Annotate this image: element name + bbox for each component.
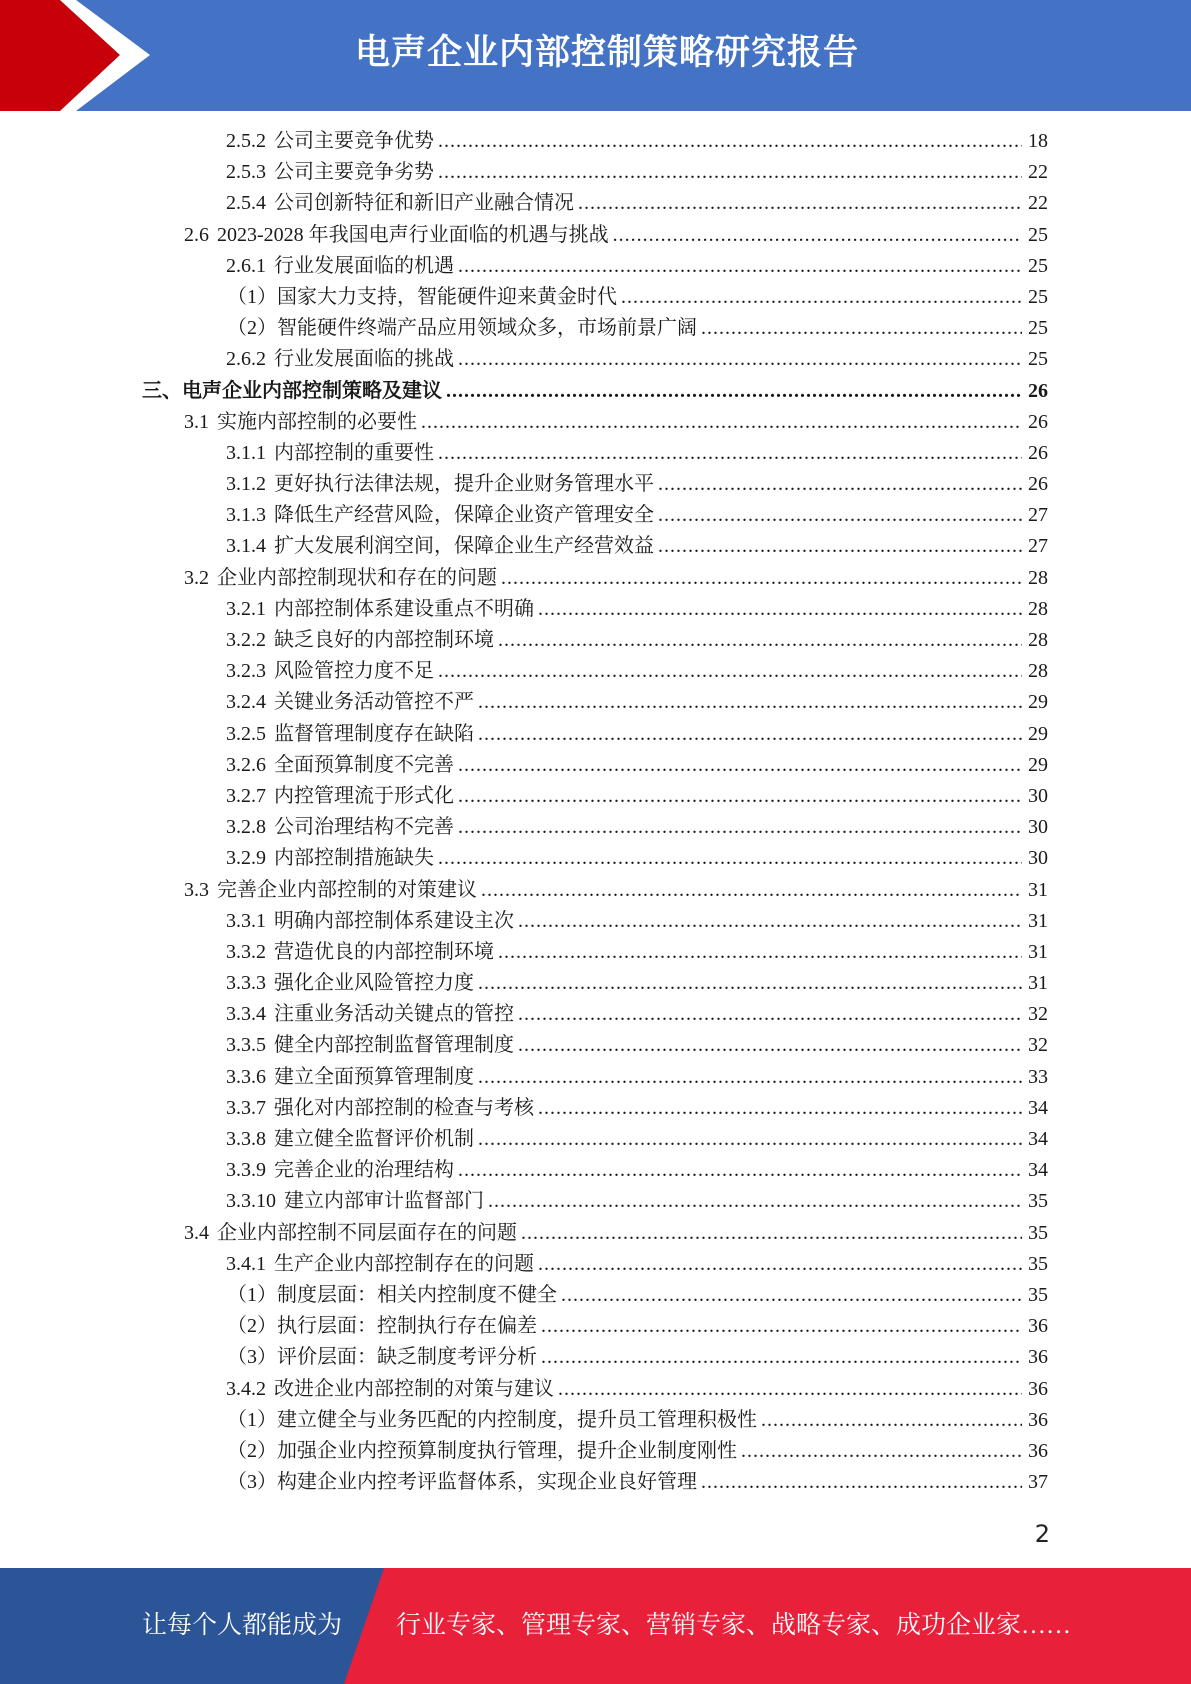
toc-entry[interactable] (0, 500, 1191, 531)
toc-entry-text (184, 875, 477, 906)
toc-entry[interactable] (0, 1436, 1191, 1467)
toc-entry-text (184, 407, 417, 438)
toc-entry[interactable] (0, 1280, 1191, 1311)
toc-entry-text (226, 469, 654, 500)
toc-entry-text (226, 1124, 474, 1155)
toc-entry-page: 31 (1028, 878, 1048, 901)
toc-entry-text (226, 937, 494, 968)
toc-entry-number: 3.3.4 (226, 1003, 266, 1026)
toc-entry-page: 22 (1028, 161, 1048, 184)
toc-entry-text (226, 531, 654, 562)
toc-entry-page: 26 (1028, 379, 1048, 402)
toc-entry-number: 3.1.3 (226, 504, 266, 527)
toc-entry-number: 2.6.1 (226, 254, 266, 277)
toc-entry-text (226, 625, 494, 656)
toc-entry-title: 企业内部控制不同层面存在的问题 (217, 1221, 517, 1244)
toc-entry-text (226, 906, 514, 937)
toc-entry-page: 35 (1028, 1252, 1048, 1275)
toc-leader-dots (518, 906, 1022, 937)
report-title: 电声企业内部控制策略研究报告 (355, 33, 860, 73)
toc-entry[interactable] (0, 1467, 1191, 1498)
footer-slogan-right: 行业专家、管理专家、营销专家、战略专家、成功企业家…… (396, 1612, 1072, 1639)
toc-entry-title: 制度层面：相关内控制度不健全 (277, 1283, 557, 1306)
toc-entry[interactable] (0, 875, 1191, 906)
report-header (0, 0, 1191, 111)
toc-entry-title: 构建企业内控考评监督体系，实现企业良好管理 (277, 1471, 697, 1494)
toc-entry-text (226, 656, 434, 687)
toc-leader-dots (621, 282, 1022, 313)
toc-entry-number: 3.4 (184, 1221, 209, 1244)
toc-entry-title: 电声企业内部控制策略及建议 (182, 379, 442, 402)
toc-leader-dots (478, 719, 1022, 750)
toc-leader-dots (741, 1436, 1022, 1467)
toc-entry-title: 全面预算制度不完善 (274, 753, 454, 776)
toc-entry-title: 风险管控力度不足 (274, 660, 434, 683)
toc-entry-number: 3.3.7 (226, 1096, 266, 1119)
toc-leader-dots (478, 1062, 1022, 1093)
toc-entry-text (142, 376, 442, 407)
toc-entry-page: 34 (1028, 1096, 1048, 1119)
toc-leader-dots (438, 126, 1022, 157)
toc-entry[interactable] (0, 220, 1191, 251)
toc-leader-dots (561, 1280, 1022, 1311)
toc-leader-dots (538, 1249, 1022, 1280)
toc-entry-number: （3） (227, 1346, 277, 1369)
toc-entry-title: 建立健全与业务匹配的内控制度，提升员工管理积极性 (277, 1408, 757, 1431)
toc-entry-page: 30 (1028, 847, 1048, 870)
toc-leader-dots (438, 656, 1022, 687)
toc-entry-text (226, 781, 454, 812)
toc-entry-page: 18 (1028, 130, 1048, 152)
toc-entry-title: 明确内部控制体系建设主次 (274, 909, 514, 932)
toc-entry-title: 加强企业内控预算制度执行管理，提升企业制度刚性 (277, 1439, 737, 1462)
toc-entry[interactable] (0, 563, 1191, 594)
toc-entry-title: 公司治理结构不完善 (274, 816, 454, 839)
toc-leader-dots (421, 407, 1022, 438)
toc-entry[interactable] (0, 1405, 1191, 1436)
toc-entry-text (226, 126, 434, 157)
toc-entry-number: 3.2.2 (226, 629, 266, 651)
toc-entry-number: 3.3.10 (226, 1190, 276, 1213)
toc-entry-page: 36 (1028, 1315, 1048, 1338)
toc-entry-text (227, 1342, 537, 1373)
toc-entry-title: 更好执行法律法规，提升企业财务管理水平 (274, 473, 654, 496)
toc-entry[interactable] (0, 188, 1191, 219)
toc-leader-dots (613, 220, 1022, 251)
toc-entry-title: 国家大力支持，智能硬件迎来黄金时代 (277, 285, 617, 308)
toc-entry[interactable] (0, 1342, 1191, 1373)
toc-entry-page: 25 (1028, 348, 1048, 371)
toc-entry[interactable] (0, 1249, 1191, 1280)
toc-entry[interactable] (0, 906, 1191, 937)
toc-entry-text (226, 1030, 514, 1061)
toc-entry[interactable] (0, 999, 1191, 1030)
toc-entry-number: （1） (227, 1283, 277, 1306)
toc-entry-page: 29 (1028, 691, 1048, 714)
toc-entry-number: 3.3 (184, 878, 209, 901)
toc-entry[interactable] (0, 1030, 1191, 1061)
toc-leader-dots (578, 188, 1022, 219)
toc-entry-page: 30 (1028, 784, 1048, 807)
toc-entry-page: 25 (1028, 285, 1048, 308)
toc-entry[interactable] (0, 687, 1191, 718)
toc-entry-number: 3.3.2 (226, 940, 266, 963)
toc-entry[interactable] (0, 282, 1191, 313)
toc-entry-page: 31 (1028, 909, 1048, 932)
toc-entry-number: 3.2.8 (226, 816, 266, 839)
toc-leader-dots (558, 1374, 1022, 1405)
toc-entry-number: 3.3.5 (226, 1034, 266, 1057)
toc-entry-number: 2.6.2 (226, 348, 266, 371)
toc-entry-page: 36 (1028, 1346, 1048, 1369)
toc-entry-text (226, 188, 574, 219)
toc-leader-dots (478, 1124, 1022, 1155)
toc-leader-dots (658, 500, 1022, 531)
toc-entry-title: 公司主要竞争劣势 (274, 161, 434, 184)
toc-entry-page: 35 (1028, 1283, 1048, 1306)
toc-leader-dots (438, 157, 1022, 188)
toc-entry-text (227, 1311, 537, 1342)
toc-entry-number: 3.1 (184, 410, 209, 433)
toc-entry-text (226, 251, 454, 282)
toc-entry-title: 建立全面预算管理制度 (274, 1065, 474, 1088)
toc-entry-title: 改进企业内部控制的对策与建议 (274, 1377, 554, 1400)
toc-entry-text (226, 1249, 534, 1280)
toc-leader-dots (501, 563, 1022, 594)
toc-entry-number: 3.3.3 (226, 972, 266, 995)
toc-entry-title: 监督管理制度存在缺陷 (274, 722, 474, 745)
toc-entry[interactable] (0, 157, 1191, 188)
toc-entry-text (184, 220, 609, 251)
toc-entry-page: 26 (1028, 473, 1048, 496)
toc-leader-dots (458, 1155, 1022, 1186)
toc-entry[interactable] (0, 407, 1191, 438)
toc-entry[interactable] (0, 313, 1191, 344)
toc-entry-number: 3.2.6 (226, 753, 266, 776)
toc-entry-page: 25 (1028, 223, 1048, 246)
toc-entry-page: 34 (1028, 1128, 1048, 1150)
toc-entry-page: 33 (1028, 1065, 1048, 1088)
toc-entry-text (226, 999, 514, 1030)
toc-entry-text (226, 1093, 534, 1124)
toc-entry-number: 3.3.9 (226, 1159, 266, 1182)
toc-entry-page: 28 (1028, 566, 1048, 589)
toc-entry-title: 评价层面：缺乏制度考评分析 (277, 1346, 537, 1369)
toc-entry-number: 3.4.1 (226, 1252, 266, 1275)
toc-entry-title: 降低生产经营风险，保障企业资产管理安全 (274, 504, 654, 527)
toc-entry-page: 31 (1028, 940, 1048, 963)
toc-leader-dots (761, 1405, 1022, 1436)
toc-entry-title: 公司主要竞争优势 (274, 130, 434, 152)
toc-entry-number: 3.1.1 (226, 441, 266, 464)
toc-leader-dots (701, 313, 1022, 344)
toc-entry-text (226, 1374, 554, 1405)
report-footer (0, 1568, 1191, 1684)
toc-entry-page: 28 (1028, 597, 1048, 620)
toc-leader-dots (481, 875, 1022, 906)
toc-entry-page: 35 (1028, 1190, 1048, 1213)
toc-entry-number: （1） (227, 1408, 277, 1431)
toc-entry[interactable] (0, 594, 1191, 625)
toc-entry-number: 三、 (142, 379, 182, 402)
toc-leader-dots (458, 251, 1022, 282)
toc-leader-dots (538, 594, 1022, 625)
toc-entry-text (226, 1062, 474, 1093)
toc-entry-number: 3.2.1 (226, 597, 266, 620)
toc-entry-text (226, 968, 474, 999)
toc-entry-page: 36 (1028, 1439, 1048, 1462)
toc-entry-number: 3.2.9 (226, 847, 266, 870)
toc-entry-title: 强化企业风险管控力度 (274, 972, 474, 995)
toc-leader-dots (518, 999, 1022, 1030)
toc-entry[interactable] (0, 750, 1191, 781)
toc-entry[interactable] (0, 781, 1191, 812)
toc-entry-title: 公司创新特征和新旧产业融合情况 (274, 192, 574, 215)
toc-entry-number: 3.3.8 (226, 1128, 266, 1150)
toc-entry[interactable] (0, 1311, 1191, 1342)
toc-entry-number: 3.2 (184, 566, 209, 589)
page-number: 2 (1034, 1520, 1050, 1548)
toc-leader-dots (458, 812, 1022, 843)
toc-entry-number: 3.3.1 (226, 909, 266, 932)
toc-entry-text (226, 687, 474, 718)
toc-entry-title: 行业发展面临的机遇 (274, 254, 454, 277)
toc-entry[interactable] (0, 719, 1191, 750)
toc-entry-text (226, 750, 454, 781)
toc-entry-text (226, 500, 654, 531)
toc-entry-title: 完善企业的治理结构 (274, 1159, 454, 1182)
toc-entry-page: 29 (1028, 753, 1048, 776)
toc-entry-text (184, 1218, 517, 1249)
toc-leader-dots (658, 531, 1022, 562)
toc-leader-dots (438, 438, 1022, 469)
toc-entry[interactable] (0, 469, 1191, 500)
toc-leader-dots (458, 344, 1022, 375)
toc-leader-dots (438, 843, 1022, 874)
toc-entry[interactable] (0, 531, 1191, 562)
toc-entry-page: 25 (1028, 254, 1048, 277)
toc-entry-page: 37 (1028, 1471, 1048, 1494)
toc-entry[interactable] (0, 376, 1191, 407)
toc-entry-text (226, 344, 454, 375)
toc-entry-text (227, 282, 617, 313)
toc-entry-text (226, 1186, 484, 1217)
toc-entry-text (226, 594, 534, 625)
toc-entry-title: 营造优良的内部控制环境 (274, 940, 494, 963)
toc-leader-dots (538, 1093, 1022, 1124)
toc-entry-page: 26 (1028, 410, 1048, 433)
toc-entry-text (227, 1467, 697, 1498)
toc-entry[interactable] (0, 937, 1191, 968)
toc-entry-title: 生产企业内部控制存在的问题 (274, 1252, 534, 1275)
toc-entry-page: 25 (1028, 317, 1048, 340)
toc-entry-text (227, 1405, 757, 1436)
toc-leader-dots (541, 1342, 1022, 1373)
toc-leader-dots (498, 625, 1022, 656)
toc-entry-number: 2.5.2 (226, 130, 266, 152)
toc-entry-text (226, 843, 434, 874)
toc-entry-text (226, 812, 454, 843)
toc-entry-page: 35 (1028, 1221, 1048, 1244)
toc-entry-number: 3.1.2 (226, 473, 266, 496)
toc-leader-dots (658, 469, 1022, 500)
toc-entry-page: 34 (1028, 1159, 1048, 1182)
toc-entry-page: 27 (1028, 504, 1048, 527)
toc-entry-page: 36 (1028, 1408, 1048, 1431)
toc-entry-text (226, 1155, 454, 1186)
toc-entry[interactable] (0, 843, 1191, 874)
toc-entry-number: （3） (227, 1471, 277, 1494)
toc-leader-dots (701, 1467, 1022, 1498)
toc-entry[interactable] (0, 968, 1191, 999)
toc-entry-number: 3.4.2 (226, 1377, 266, 1400)
footer-slogan-left: 让每个人都能成为 (142, 1612, 343, 1639)
toc-entry-text (227, 1436, 737, 1467)
toc-entry-title: 内部控制的重要性 (274, 441, 434, 464)
toc-entry-page: 28 (1028, 660, 1048, 683)
toc-entry-title: 建立健全监督评价机制 (274, 1128, 474, 1150)
toc-entry-number: 2.5.4 (226, 192, 266, 215)
toc-entry-number: 3.2.3 (226, 660, 266, 683)
toc-entry[interactable] (0, 344, 1191, 375)
toc-entry[interactable] (0, 1374, 1191, 1405)
toc-leader-dots (478, 687, 1022, 718)
toc-entry-title: 强化对内部控制的检查与考核 (274, 1096, 534, 1119)
toc-entry[interactable] (0, 1124, 1191, 1155)
toc-entry-number: （1） (227, 285, 277, 308)
toc-leader-dots (488, 1186, 1022, 1217)
toc-entry[interactable] (0, 438, 1191, 469)
toc-leader-dots (446, 376, 1022, 407)
toc-entry[interactable] (0, 1186, 1191, 1217)
toc-entry-text (226, 157, 434, 188)
toc-leader-dots (458, 750, 1022, 781)
toc-entry-text (226, 438, 434, 469)
toc-entry-number: 3.2.5 (226, 722, 266, 745)
toc-leader-dots (518, 1030, 1022, 1061)
toc-entry-number: 3.1.4 (226, 535, 266, 558)
toc-entry-title: 智能硬件终端产品应用领域众多，市场前景广阔 (277, 317, 697, 340)
toc-entry-number: 2.6 (184, 223, 209, 246)
toc-entry-title: 关键业务活动管控不严 (274, 691, 474, 714)
toc-entry[interactable] (0, 1218, 1191, 1249)
toc-entry-page: 32 (1028, 1034, 1048, 1057)
toc-leader-dots (521, 1218, 1022, 1249)
toc-leader-dots (541, 1311, 1022, 1342)
toc-entry-number: 3.2.7 (226, 784, 266, 807)
toc-entry-page: 22 (1028, 192, 1048, 215)
toc-entry-page: 27 (1028, 535, 1048, 558)
toc-entry-title: 内控管理流于形式化 (274, 784, 454, 807)
toc-entry-title: 行业发展面临的挑战 (274, 348, 454, 371)
toc-leader-dots (478, 968, 1022, 999)
toc-entry[interactable] (0, 1062, 1191, 1093)
toc-entry-title: 内部控制措施缺失 (274, 847, 434, 870)
toc-entry-title: 内部控制体系建设重点不明确 (274, 597, 534, 620)
toc-entry-number: 3.3.6 (226, 1065, 266, 1088)
toc-entry-number: 2.5.3 (226, 161, 266, 184)
toc-entry-number: （2） (227, 1439, 277, 1462)
toc-entry-page: 30 (1028, 816, 1048, 839)
toc-entry-text (227, 1280, 557, 1311)
toc-leader-dots (498, 937, 1022, 968)
toc-entry-title: 健全内部控制监督管理制度 (274, 1034, 514, 1057)
toc-entry-page: 32 (1028, 1003, 1048, 1026)
toc-entry-title: 建立内部审计监督部门 (284, 1190, 484, 1213)
toc-entry[interactable] (0, 251, 1191, 282)
toc-entry-page: 28 (1028, 629, 1048, 651)
toc-entry-title: 完善企业内部控制的对策建议 (217, 878, 477, 901)
toc-entry-title: 扩大发展利润空间，保障企业生产经营效益 (274, 535, 654, 558)
toc-leader-dots (458, 781, 1022, 812)
toc-entry[interactable] (0, 1093, 1191, 1124)
toc-entry-number: （2） (227, 1315, 277, 1338)
toc-entry-page: 36 (1028, 1377, 1048, 1400)
toc-entry[interactable] (0, 1155, 1191, 1186)
toc-entry-title: 2023-2028 年我国电声行业面临的机遇与挑战 (217, 223, 609, 246)
toc-entry[interactable] (0, 126, 1191, 157)
toc-entry-title: 缺乏良好的内部控制环境 (274, 629, 494, 651)
toc-entry-title: 实施内部控制的必要性 (217, 410, 417, 433)
toc-entry-number: 3.2.4 (226, 691, 266, 714)
toc-entry-number: （2） (227, 317, 277, 340)
toc-entry-page: 29 (1028, 722, 1048, 745)
table-of-contents (0, 126, 1191, 1498)
toc-entry-title: 企业内部控制现状和存在的问题 (217, 566, 497, 589)
toc-entry[interactable] (0, 812, 1191, 843)
toc-entry[interactable] (0, 656, 1191, 687)
toc-entry-page: 31 (1028, 972, 1048, 995)
toc-entry[interactable] (0, 625, 1191, 656)
toc-entry-title: 执行层面：控制执行存在偏差 (277, 1315, 537, 1338)
toc-entry-title: 注重业务活动关键点的管控 (274, 1003, 514, 1026)
toc-entry-text (227, 313, 697, 344)
toc-entry-page: 26 (1028, 441, 1048, 464)
toc-entry-text (226, 719, 474, 750)
toc-entry-text (184, 563, 497, 594)
